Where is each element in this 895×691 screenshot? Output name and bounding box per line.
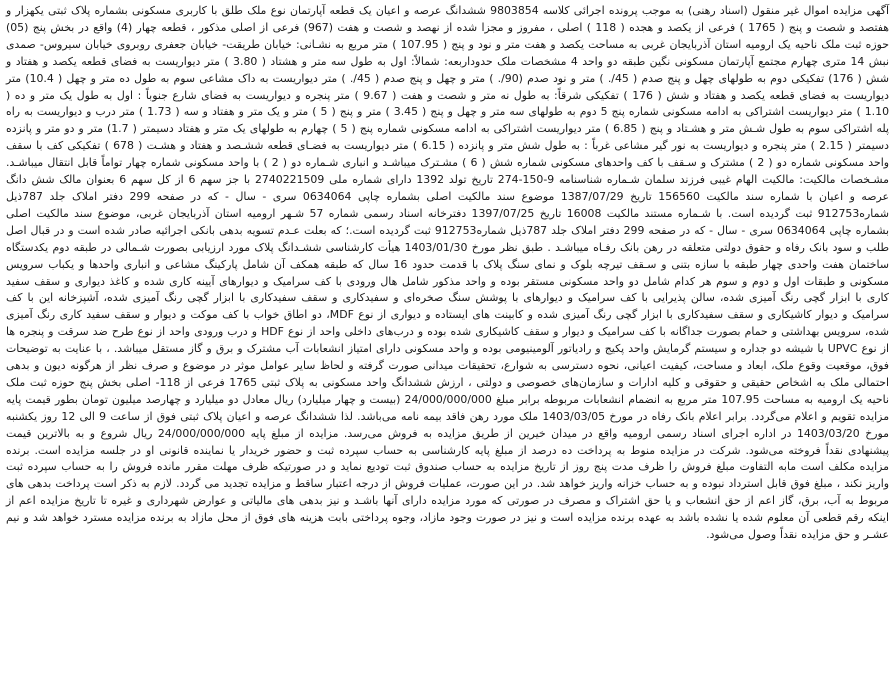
auction-notice-text: آگهی مزایده اموال غیر منقول (اسناد رهنی) به موجب پرونده اجرائی کلاسه 9803854 ششدانگ عرصه و اعیان یک قطعه آپارتمان نوع ملک طلق با کاربری مسکونی بشماره پلاک ثبتی یکهزار و هفتصد و شصت و پنج ( 1765 ) فرعی از یکصد و هجده ( 118 ) اصلی ، مفروز و مجزا شده از نهصد و شصت و هفت (967) فرعی از اصلی مذکور ، قطعه چهار (4) واقع در بخش پنج (05) حوزه ثبت ملک ناحیه یک ارومیه استان آذربایجان غربی به مساحت یکصد و هفت متر و نود و پنج ( 107.95 ) متر مربع به نشـانی: خیابان طریقت- خیابان جعفری روبروی خیابان سیروس- صمدی نبش 14 متری چهارم مجتمع آپارتمان مسکونی نگین طبقه دو واحد 4 مشخصات ملک حدوداربعه: شمالاً: اول به طول سه متر و هشتاد ( 3.80 ) متر دیواریست به فضای قطعه یکصد و هفتاد و شش ( 176) تفکیکی دوم به طولهای چهل و پنج صدم ( 45/. ) متر و نود صدم (90/. ) متر و چهل و پنج صدم ( 45/. ) متر دیواریست به داک مشاعی سوم به طول ده متر و چهل ( 10.4) متر دیواریست به فضای قطعه یکصد و هفتاد و شش ( 176 ) تفکیکی شرقاً: به طول نه متر و شصت و هفت ( 9.67 ) متر پنجره و دیواریست به فضای شارع جنوباً : اول به طول یک متر و ده ( 1.10 ) متر دیواریست اشتراکی به ادامه مسکونی شماره پنج 5 دوم به طولهای سه متر و چهل و پنج ( 3.45 ) متر و پنج ( 5 ) متر و یک متر و هفتاد و سه ( 1.73 ) متر درب و دیواریست به راه پله اشتراکی سوم به طول شـش متر و هشـتاد و پنج ( 6.85 ) متر دیواریست اشتراکی به ادامه مسکونی شماره پنج ( 5 ) چهارم به طولهای یک متر و هفتاد دسیمتر ( 1.7) متر و دو متر و پانزده دسیمتر ( 2.15 ) متر پنجره و دیواریست به نور گیر مشاعی غرباً : به طول شش متر و پانزده ( 6.15 ) متر دیواریست به فضـای قطعه ششـصد و هفتاد و هشـت ( 678 ) تفکیکی کف با سقف واحد مسکونی شماره دو ( 2 ) مشترک و سـقف با کف واحدهای مسکونی شماره شش ( 6 ) مشـترک میباشـد و انباری شـماره دو ( 2 ) با واحد مسکونی شماره چهار تواماً قابل انتقال میباشـد. مشـخصات مالکیت: مالکیت الهام غیبی فرزند سلمان شـماره شناسنامه 9-150-274 تاریخ تولد 1392 دارای شماره ملی 2740221509 با جز سهم 6 از کل سهم 6 بعنوان مالک شش دانگ عرصه و اعیان با شماره سند مالکیت 156560 تاریخ 1387/07/29 موضوع سند مالکیت اصلی بشماره چاپی 0634064 سری - سال - که در صفحه 299 دفتر املاک جلد 787ذیل شماره912753 ثبت گردیده است. با شـماره مستند مالکیت 16008 تاریخ 1397/07/25 دفترخانه اسناد رسمی شماره 57 شـهر ارومیه استان آذربایجان غربی، موضوع سند مالکیت اصلی بشماره چاپی 0634064 سری - سال - که در صفحه 299 دفتر املاک جلد 787ذیل شماره912753 ثبت گردیده است.؛ که بعلت عـدم تسویه بدهی بانکی اجرائیه صادر شده است و در قبال اصل طلب و سود بانک رفاه و حقوق دولتی متعلقه در رهن بانک رفـاه میباشـد . طبق نظر مورخ 1403/01/30 هیأت کارشناسی ششـدانگ پلاک مورد ارزیابی بصورت شـمالی در طبقه دوم یکدستگاه ساختمان هفت واحدی چهار طبقه با سازه بتنی و سـقف تیرچه بلوک و نمای سنگ پلاک با قدمت حدود 16 سال که طبقه همکف آن شامل پارکینگ مشاعی و انباری واحدها و یکباب سرویس مسکونی و طبقات اول و دوم و سوم هر کدام شامل دو واحد مسکونی مستقر بوده و واحد مذکور شامل هال ورودی با کف سرامیک و دیوارهای آیینه کاری شده و کاغذ دیواری و سقف سفید کاری با ابزار گچی رنگ آمیزی شده، سالن پذیرایی با کف سرامیک و دیوارهای با پوشش سنگ صخره‌ای و سفیدکاری و سقف سفیدکاری با ابزار گچی رنگ آمیزی شده، آشپزخانه این با کف سرامیک و دیوار کاشیکاری و سقف سفیدکاری با ابزار گچی رنگ آمیزی شده و کابینت های ایستاده و دیواری از نوع MDF، دو اطاق خواب با کف موکت و دیوار و سقف سفید کاری رنگ آمیزی شده، سرویس بهداشتی و حمام بصورت جداگانه با کف سرامیک و دیوار و سقف کاشیکاری شده بوده و درب‌های داخلی واحد از نوع HDF و درب ورودی واحد از نوع طرح ضد سرقت و پنجره ها از نوع UPVC با شیشه دو جداره و سیستم گرمایش واحد پکیج و رادیاتور آلومینیومی بوده و واحد مسکونی دارای امتیاز انشعابات آب مشترک و برق و گاز مستقل میباشد. ، با عنایت به توضیحات فوق، موقعیت وقوع ملک، ابعاد و مساحت، کیفیت اعیانی، نحوه دسترسی به شوارع، تحقیقات میدانی صورت گرفته و لحاظ سایر عوامل موثر در موضوع و صرف نظر از هرگونه دیون و بدهی احتمالی ملک به اشخاص حقیقی و حقوقی و کلیه ادارات و سازمان‌های خصوصی و دولتی ، ارزش ششدانگ واحد مسکونی به پلاک ثبتی 1765 فرعی از 118- اصلی بخش پنج حوزه ثبت ملک ناحیه یک ارومیه به مساحت 107.95 متر مربع به انضمام انشعابات مربوطه برابر مبلغ 24/000/000/000 (بیست و چهار میلیارد) ریال معادل دو میلیارد و چهارصد میلیون تومان بطور قیمت پایه مزایده تقویم و اعلام می‌گردد. برابر اعلام بانک رفاه در مورخ 1403/03/05 ملک مورد رهن فاقد بیمه نامه می‌باشد. لذا ششدانگ عرصه و اعیان پلاک ثبتی فوق از ساعت 9 الی 12 روز یکشنبه مورخ 1403/03/20 در اداره اجرای اسناد رسمی ارومیه واقع در میدان خیرین از طریق مزایده به فروش می‌رسد. مزایده از مبلغ پایه 24/000/000/000 ریال شروع و به بالاترین قیمت پیشنهادی نقداً فروخته می‌شود. شرکت در مزایده منوط به پرداخت ده درصد از مبلغ پایه کارشناسی به حساب سپرده ثبت و حضور خریدار یا نماینده قانونی او در جلسه مزایده است. برنده مزایده مکلف است مابه التفاوت مبلغ فروش را ظرف مدت پنج روز از تاریخ مزایده به حساب صندوق ثبت تودیع نماید و در صورتیکه ظرف مهلت مقرر مانده فروش را به حساب سپرده ثبت واریز نکند ، مبلغ فوق قابل استرداد نبوده و به حساب خزانه واریز خواهد شد. در این صورت، عملیات فروش از درجه اعتبار ساقط و مزایده تجدید می گردد. لازم به ذکر است پرداخت بدهی های مربوط به آب، برق، گاز اعم از حق انشعاب و یا حق اشتراک و مصرف در صورتی که مورد مزایده دارای آنها باشـد و نیز بدهی های مالیاتی و عوارض شهرداری و غیره تا تاریخ مزایده اعم از اینکه رقم قطعی آن معلوم شده یا نشده باشد به عهده برنده مزایده است و نیز در صورت وجود مازاد، وجوه پرداختی بابت هزینه های فوق از محل مازاد به برنده مزایده مسترد خواهد شد و نیم عشـر و حق مزایده نقداً وصول می‌شود.: [6, 4, 890, 542]
